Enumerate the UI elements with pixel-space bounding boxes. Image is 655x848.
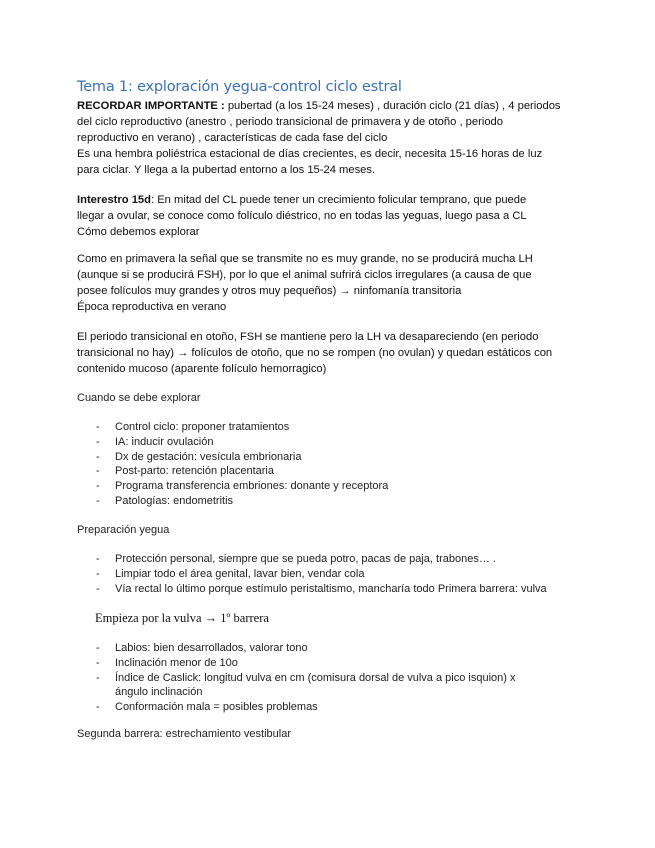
recordar-line: reproductivo en verano) , características de cada fase del ciclo [77, 132, 388, 144]
dash-marker: - [96, 465, 100, 478]
dash-marker: - [96, 671, 100, 684]
interestro-line: llegar a ovular, se conoce como folículo diéstrico, no en todas las yeguas, luego pasa a CL [77, 210, 527, 222]
recordar-line: Es una hembra poliéstrica estacional de días crecientes, es decir, necesita 15-16 horas de luz [77, 148, 543, 160]
list-item: - Labios: bien desarrollados, valorar tono [96, 642, 308, 654]
dash-marker: - [96, 642, 100, 654]
list-item: - Conformación mala = posibles problemas [96, 701, 318, 714]
page-title: Tema 1: exploración yegua-control ciclo estral [77, 79, 402, 95]
list-item: - Vía rectal lo último porque estímulo peristaltismo, mancharía todo Primera barrera: vulva [96, 582, 547, 595]
list-item: - Limpiar todo el área genital, lavar bien, vendar cola [96, 567, 365, 580]
interestro-line: Cómo debemos explorar [77, 226, 200, 238]
otono-line: El periodo transicional en otoño, FSH se mantiene pero la LH va desapareciendo (en periodo [77, 331, 539, 343]
primavera-line: (aunque si se producirá FSH), por lo que el animal sufrirá ciclos irregulares (a causa de que [77, 269, 532, 281]
dash-marker: - [96, 553, 100, 565]
list-item: - Post-parto: retención placentaria [96, 465, 274, 478]
list-item: - Índice de Caslick: longitud vulva en cm (comisura dorsal de vulva a pico isquion) x ángulo inclinación [77, 671, 577, 701]
cuando-heading: Cuando se debe explorar [77, 392, 201, 404]
list-item: - Programa transferencia embriones: donante y receptora [96, 480, 389, 493]
list-item: - Protección personal, siempre que se pueda potro, pacas de paja, trabones… . [96, 553, 496, 565]
recordar-line: para ciclar. Y llega a la pubertad entorno a los 15-24 meses. [77, 164, 376, 176]
vulva-list [77, 641, 577, 715]
primavera-line: Como en primavera la señal que se transmite no es muy grande, no se producirá mucha LH [77, 253, 533, 265]
segunda-barrera: Segunda barrera: estrechamiento vestibular [77, 728, 292, 740]
dash-marker: - [96, 450, 100, 463]
recordar-label: RECORDAR IMPORTANTE : [77, 100, 225, 112]
recordar-line: del ciclo reproductivo (anestro , periodo transicional de primavera y de otoño , periodo [77, 116, 503, 128]
primavera-line: posee folículos muy grandes y otros muy pequeños) → ninfomanía transitoria [77, 285, 462, 297]
otono-line: contenido mucoso (aparente folículo hemorragico) [77, 363, 327, 375]
interestro-line: : En mitad del CL puede tener un crecimiento folicular temprano, que puede [151, 194, 527, 206]
recordar-paragraph [77, 98, 577, 178]
dash-marker: - [96, 494, 100, 507]
dash-marker: - [96, 656, 100, 669]
cuando-list [77, 420, 577, 509]
list-item: - Inclinación menor de 10o [96, 656, 238, 669]
vulva-heading: Empieza por la vulva → 1º barrera [95, 611, 269, 625]
dash-marker: - [96, 480, 100, 493]
preparacion-list [77, 552, 577, 596]
list-item-continuation: ángulo inclinación [115, 686, 203, 699]
dash-marker: - [96, 567, 100, 580]
list-item: - Patologías: endometritis [96, 494, 234, 507]
dash-marker: - [96, 435, 100, 448]
preparacion-heading: Preparación yegua [77, 524, 170, 536]
dash-marker: - [96, 421, 100, 433]
list-item: - IA: inducir ovulación [96, 435, 214, 448]
dash-marker: - [96, 701, 100, 714]
otono-line: transicional no hay) → folículos de otoño, que no se rompen (no ovulan) y quedan estáticos con [77, 347, 553, 359]
interestro-paragraph [77, 192, 577, 240]
interestro-label: Interestro 15d [77, 194, 151, 206]
dash-marker: - [96, 582, 100, 595]
primavera-line: Época reproductiva en verano [77, 301, 227, 313]
recordar-line: pubertad (a los 15-24 meses) , duración ciclo (21 días) , 4 periodos [224, 100, 561, 112]
list-item: - Dx de gestación: vesícula embrionaria [96, 450, 302, 463]
primavera-paragraph [77, 251, 577, 315]
otono-paragraph [77, 329, 577, 377]
list-item: - Control ciclo: proponer tratamientos [96, 421, 290, 433]
